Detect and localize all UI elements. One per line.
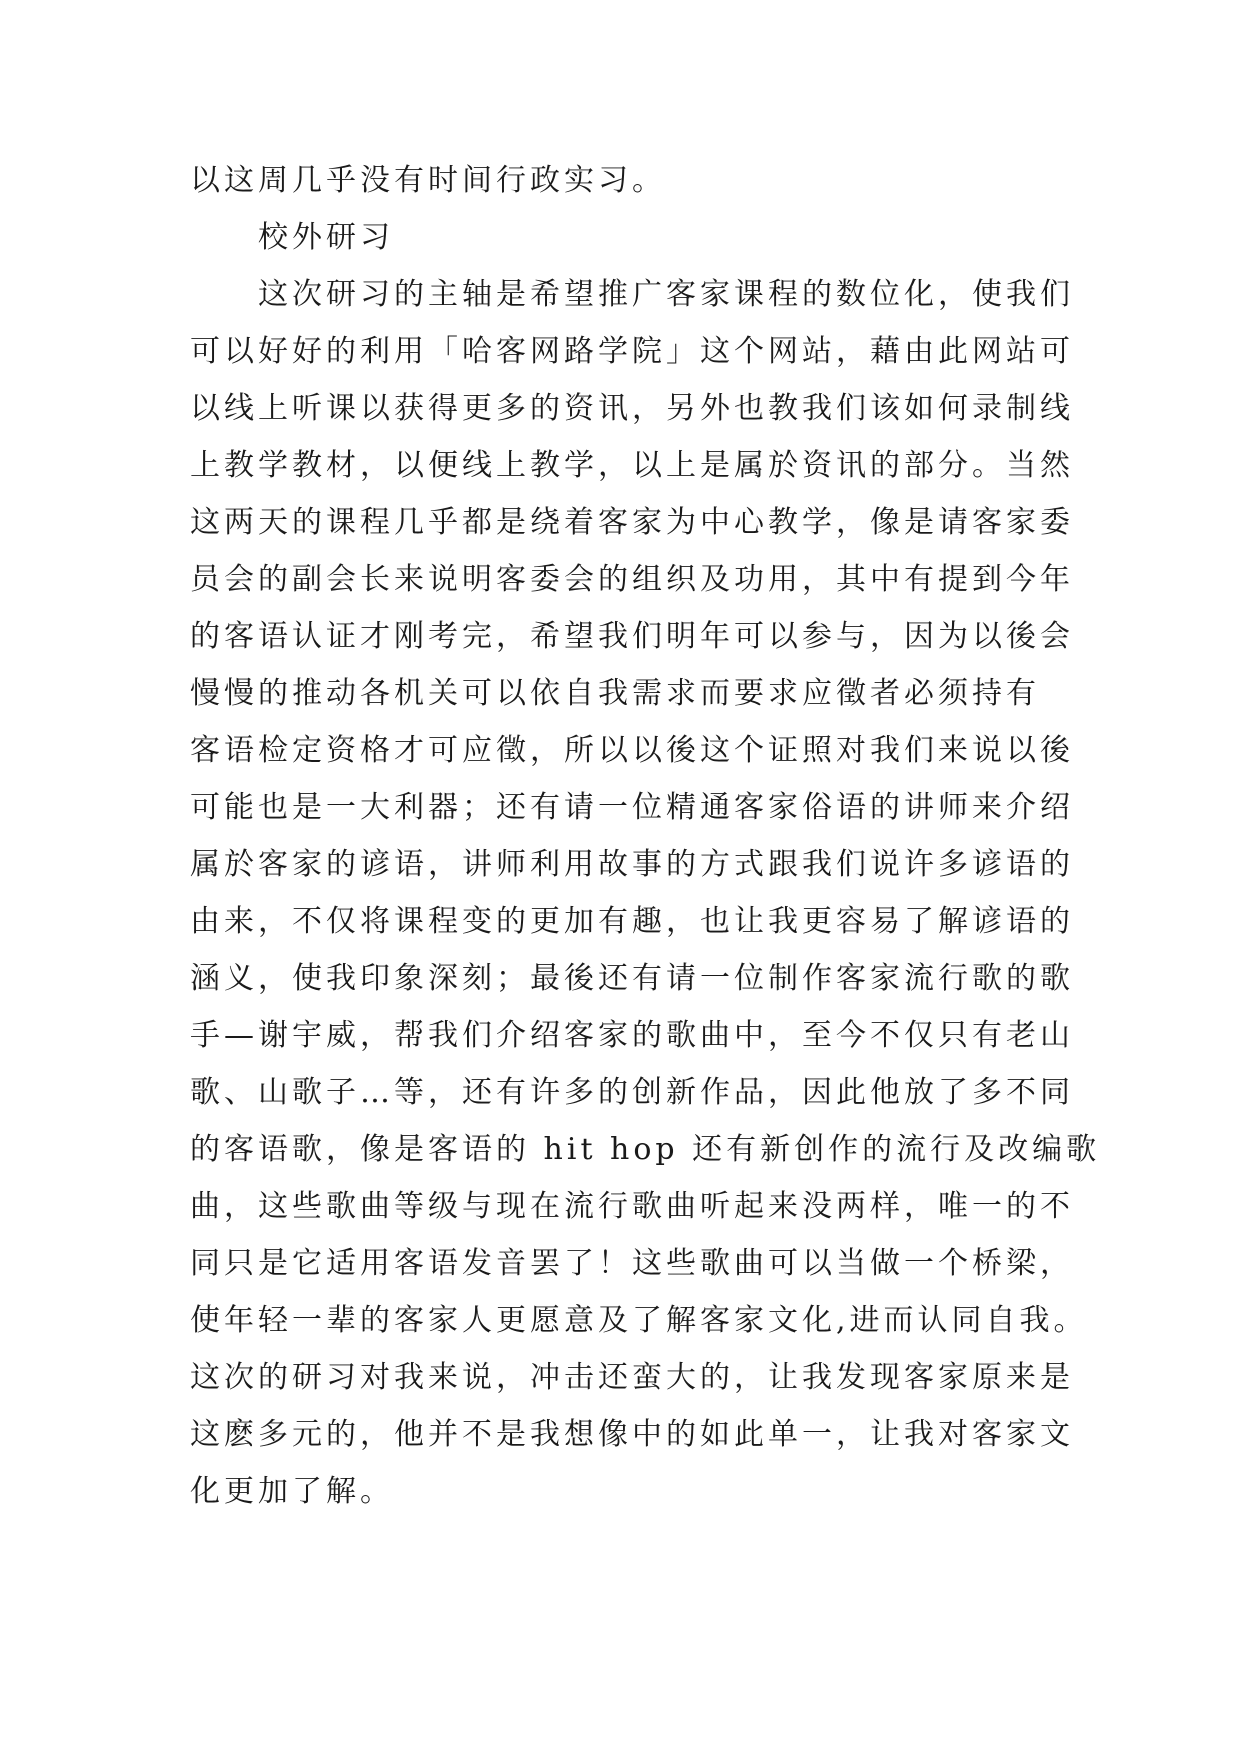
text-line: 以这周几乎没有时间行政实习。 — [190, 163, 666, 198]
text-line: 涵义，使我印象深刻；最後还有请一位制作客家流行歌的歌 — [190, 961, 1074, 996]
text-line: 慢慢的推动各机关可以依自我需求而要求应徵者必须持有 — [190, 676, 1040, 711]
text-line: 可以好好的利用「哈客网路学院」这个网站，藉由此网站可 — [190, 334, 1074, 369]
text-line: 属於客家的谚语，讲师利用故事的方式跟我们说许多谚语的 — [190, 847, 1074, 882]
text-line: 客语检定资格才可应徵，所以以後这个证照对我们来说以後 — [190, 733, 1074, 768]
text-line: 手—谢宇威，帮我们介绍客家的歌曲中，至今不仅只有老山 — [190, 1018, 1074, 1053]
text-line: 同只是它适用客语发音罢了！这些歌曲可以当做一个桥梁， — [190, 1246, 1074, 1281]
text-line: 由来，不仅将课程变的更加有趣，也让我更容易了解谚语的 — [190, 904, 1074, 939]
text-line: 的客语歌，像是客语的 hit hop 还有新创作的流行及改编歌 — [190, 1132, 1101, 1167]
text-line: 以线上听课以获得更多的资讯，另外也教我们该如何录制线 — [190, 391, 1074, 426]
section-heading: 校外研习 — [258, 220, 394, 255]
text-line: 歌、山歌子…等，还有许多的创新作品，因此他放了多不同 — [190, 1075, 1074, 1110]
text-line: 使年轻一辈的客家人更愿意及了解客家文化,进而认同自我。 — [190, 1303, 1088, 1338]
text-line: 员会的副会长来说明客委会的组织及功用，其中有提到今年 — [190, 562, 1074, 597]
text-line: 曲，这些歌曲等级与现在流行歌曲听起来没两样，唯一的不 — [190, 1189, 1074, 1224]
text-line: 这次研习的主轴是希望推广客家课程的数位化，使我们 — [258, 277, 1074, 312]
text-line: 可能也是一大利器；还有请一位精通客家俗语的讲师来介绍 — [190, 790, 1074, 825]
text-line: 这两天的课程几乎都是绕着客家为中心教学，像是请客家委 — [190, 505, 1074, 540]
text-line: 上教学教材，以便线上教学，以上是属於资讯的部分。当然 — [190, 448, 1074, 483]
document-body — [190, 152, 1101, 1520]
text-line: 这麽多元的，他并不是我想像中的如此单一，让我对客家文 — [190, 1417, 1074, 1452]
text-line: 这次的研习对我来说，冲击还蛮大的，让我发现客家原来是 — [190, 1360, 1074, 1395]
text-line: 化更加了解。 — [190, 1474, 394, 1509]
text-line: 的客语认证才刚考完，希望我们明年可以参与，因为以後会 — [190, 619, 1074, 654]
